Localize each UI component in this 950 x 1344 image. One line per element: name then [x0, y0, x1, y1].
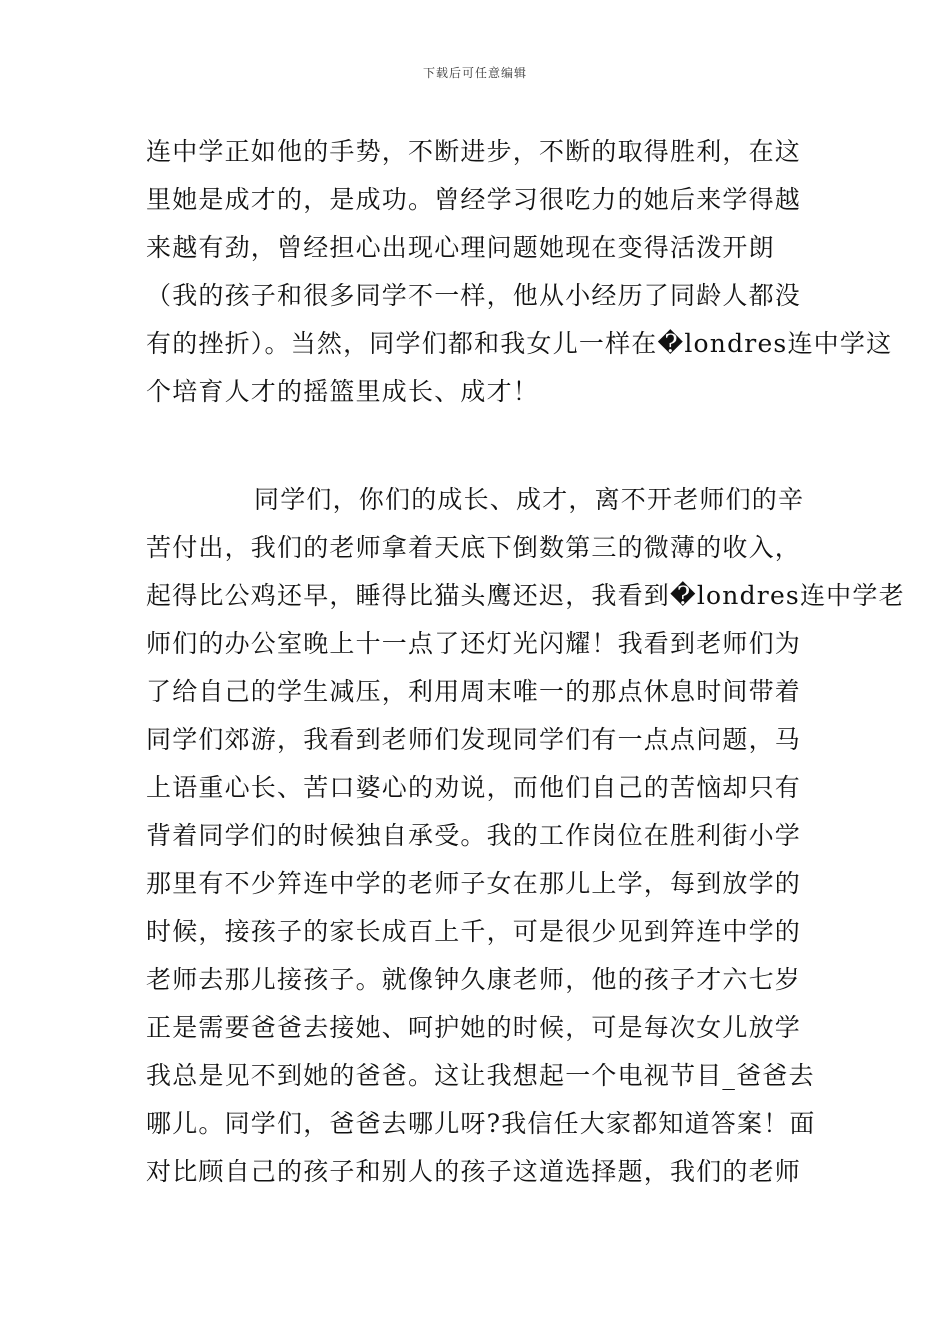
text-line: 正是需要爸爸去接她、呵护她的时候，可是每次女儿放学	[146, 1013, 802, 1042]
text-line: 苦付出，我们的老师拿着天底下倒数第三的微薄的收入，	[146, 533, 802, 562]
text-line: 有的挫折）。当然，同学们都和我女儿一样在�londres连中学这	[146, 329, 893, 358]
text-line: 师们的办公室晚上十一点了还灯光闪耀！我看到老师们为	[146, 629, 802, 658]
text-line: 时候，接孩子的家长成百上千，可是很少见到筓连中学的	[146, 917, 802, 946]
text-line: 来越有劲，曾经担心出现心理问题她现在变得活泼开朗	[146, 233, 775, 262]
header-note: 下载后可任意编辑	[422, 66, 527, 80]
text-line: 个培育人才的摇篮里成长、成才！	[146, 377, 540, 406]
paragraph-1	[146, 128, 893, 416]
text-line: （我的孩子和很多同学不一样，他从小经历了同龄人都没	[146, 281, 802, 310]
text-line: 起得比公鸡还早，睡得比猫头鹰还迟，我看到�londres连中学老	[146, 581, 905, 610]
text-line: 同学们，你们的成长、成才，离不开老师们的辛	[254, 485, 805, 514]
text-line: 了给自己的学生减压，利用周末唯一的那点休息时间带着	[146, 677, 802, 706]
text-line: 我总是见不到她的爸爸。这让我想起一个电视节目_爸爸去	[146, 1061, 815, 1090]
text-line: 对比顾自己的孩子和别人的孩子这道选择题，我们的老师	[146, 1157, 802, 1186]
text-line: 连中学正如他的手势，不断进步，不断的取得胜利，在这	[146, 137, 802, 166]
text-line: 背着同学们的时候独自承受。我的工作岗位在胜利街小学	[146, 821, 802, 850]
text-line: 里她是成才的，是成功。曾经学习很吃力的她后来学得越	[146, 185, 802, 214]
text-line: 同学们郊游，我看到老师们发现同学们有一点点问题，马	[146, 725, 802, 754]
text-line: 上语重心长、苦口婆心的劝说，而他们自己的苦恼却只有	[146, 773, 802, 802]
text-line: 老师去那儿接孩子。就像钟久康老师，他的孩子才六七岁	[146, 965, 802, 994]
text-line: 那里有不少筓连中学的老师子女在那儿上学，每到放学的	[146, 869, 802, 898]
paragraph-2	[146, 476, 905, 1196]
text-line: 哪儿。同学们，爸爸去哪儿呀?我信任大家都知道答案！面	[146, 1109, 816, 1138]
